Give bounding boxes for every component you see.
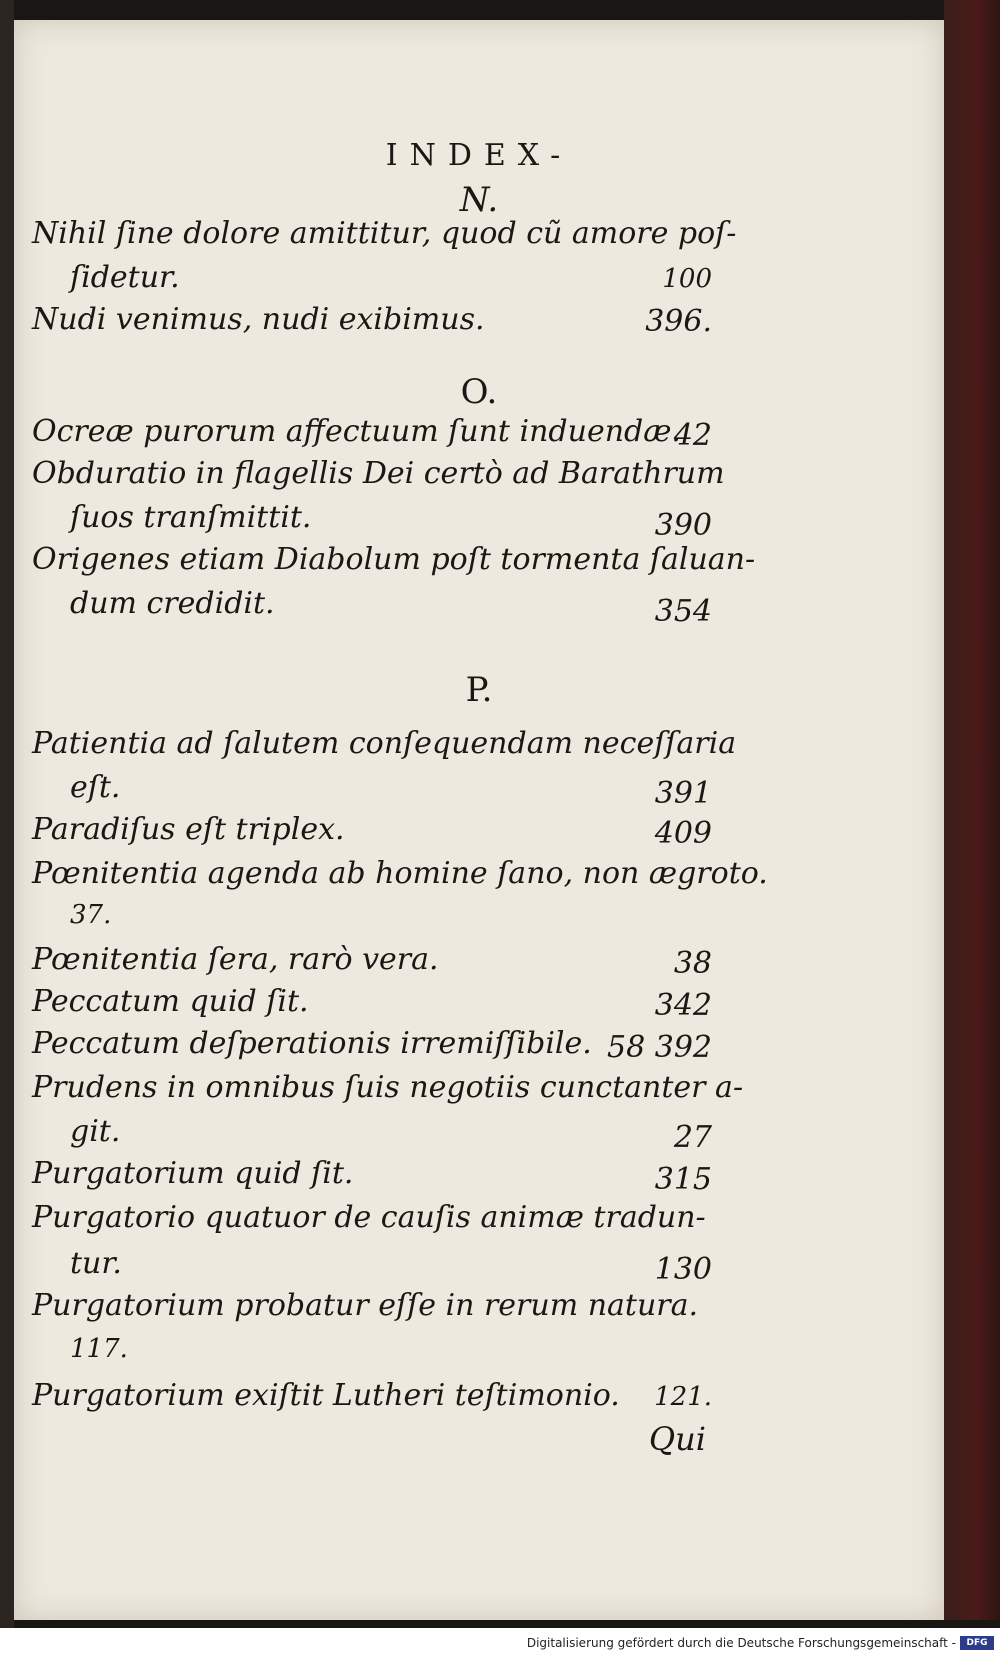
footer-credit: Digitalisierung gefördert durch die Deutsche Forschungsgemeinschaft -	[526, 1636, 956, 1650]
index-entry: Purgatorium probatur eſſe in rerum natura.	[32, 1288, 699, 1323]
index-entry: Pœnitentia ſera, rarò vera.	[32, 942, 439, 977]
index-entry-continuation: dum credidit.	[70, 586, 275, 621]
index-entry: Nihil ſine dolore amittitur, quod cũ amore poſ-	[32, 216, 737, 251]
index-entry: Purgatorium quid ſit.	[32, 1156, 354, 1191]
page-reference: 409	[654, 816, 712, 851]
section-letter-p: P.	[465, 670, 493, 710]
index-entry: Purgatorio quatuor de cauſis animæ tradun-	[32, 1200, 706, 1235]
page-reference: 390	[654, 508, 712, 543]
index-entry-continuation: 117.	[70, 1334, 128, 1364]
index-entry: Obduratio in flagellis Dei certò ad Barathrum	[32, 456, 725, 491]
page-reference: 391	[654, 776, 712, 811]
catchword: Qui	[648, 1420, 706, 1458]
page-reference: 130	[654, 1252, 712, 1287]
page-reference: 342	[654, 988, 712, 1023]
index-entry-continuation: 37.	[70, 900, 112, 930]
index-entry-continuation: tur.	[70, 1246, 122, 1281]
index-entry: Purgatorium exiſtit Lutheri teſtimonio.	[32, 1378, 620, 1413]
page-header: INDEX-	[385, 138, 573, 173]
index-entry: Peccatum deſperationis irremiſſibile.	[32, 1026, 592, 1061]
index-entry-continuation: eſt.	[70, 770, 121, 805]
page-reference: 396.	[645, 304, 712, 339]
index-entry: Paradiſus eſt triplex.	[32, 812, 345, 847]
index-entry-continuation: git.	[70, 1114, 121, 1149]
section-letter-n: N.	[459, 180, 499, 220]
index-entry: Prudens in omnibus ſuis negotiis cunctanter a-	[32, 1070, 744, 1105]
index-entry: Nudi venimus, nudi exibimus.	[32, 302, 485, 337]
index-entry: Origenes etiam Diabolum poſt tormenta ſaluan-	[32, 542, 756, 577]
index-entry-continuation: ſidetur.	[70, 260, 180, 295]
section-letter-o: O.	[460, 372, 498, 412]
page-reference: 58 392	[607, 1030, 712, 1065]
index-entry: Ocreæ purorum affectuum ſunt induendæ.	[32, 414, 681, 449]
book-cover-edge	[944, 0, 1000, 1620]
index-entry: Patientia ad ſalutem conſequendam neceſſaria	[32, 726, 737, 761]
binding-left-edge	[0, 0, 14, 1656]
index-entry: Pœnitentia agenda ab homine ſano, non ægroto.	[32, 856, 768, 891]
page-reference: 100	[662, 264, 712, 294]
page-reference: 354	[654, 594, 712, 629]
page-reference: 42	[673, 418, 712, 453]
page-reference: 27	[673, 1120, 712, 1155]
book-page	[14, 20, 944, 1620]
page-reference: 315	[654, 1162, 712, 1197]
index-entry-continuation: ſuos tranſmittit.	[70, 500, 312, 535]
dfg-logo: DFG	[960, 1636, 994, 1650]
page-reference: 121.	[654, 1382, 712, 1412]
page-reference: 38	[673, 946, 712, 981]
index-entry: Peccatum quid ſit.	[32, 984, 309, 1019]
